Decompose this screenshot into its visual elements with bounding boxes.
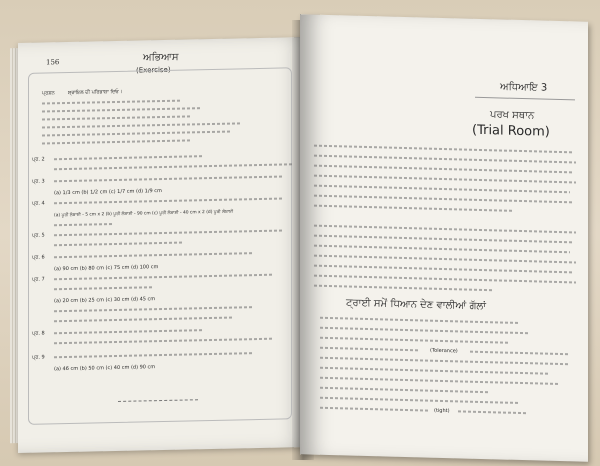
text-line (314, 265, 572, 274)
question-text: ਸ਼੍ਰਾਇਲ ਦੀ ਪਰਿਭਾਸ਼ਾ ਦਿਓ। (68, 88, 123, 96)
exercise-heading: ਅਭਿਆਸ (143, 51, 179, 64)
options: (a) 46 cm (b) 50 cm (c) 40 cm (d) 90 cm (54, 364, 156, 373)
text-line (458, 410, 528, 414)
text-line (314, 225, 576, 234)
text-line (314, 195, 574, 204)
text-line (320, 357, 570, 366)
text-line (320, 347, 420, 352)
q-number: ਪ੍ਰ. 9 (32, 354, 45, 361)
text-line (314, 235, 574, 244)
term: (tight) (434, 407, 450, 415)
text-line (320, 327, 530, 334)
text-line (314, 205, 514, 212)
text-line (314, 245, 570, 254)
text-line (320, 397, 520, 404)
options: (a) 1/3 cm (b) 1/2 cm (c) 1/7 cm (d) 1/9 cm (54, 188, 162, 197)
text-line (320, 337, 510, 344)
text-line (314, 165, 572, 174)
q-number: ਪ੍ਰ. 2 (32, 156, 45, 163)
text-line (314, 145, 574, 154)
section-heading: ਟ੍ਰਾਈ ਸਮੇਂ ਧਿਆਨ ਦੇਣ ਵਾਲੀਆਂ ਗੱਲਾਂ (346, 297, 487, 313)
text-line (314, 175, 576, 184)
text-line (314, 275, 576, 284)
right-page (300, 14, 588, 462)
q-number: ਪ੍ਰ. 3 (32, 178, 45, 185)
chapter-label: ਅਧਿਆਇ 3 (500, 81, 548, 94)
q-number: ਪ੍ਰ. 5 (32, 232, 45, 239)
q-number: ਪ੍ਰ. 8 (32, 330, 45, 337)
text-line (470, 351, 570, 356)
text-line (320, 367, 550, 375)
chapter-rule (475, 97, 575, 101)
term: (Tolerance) (430, 347, 458, 355)
text-line (320, 377, 560, 385)
text-line (320, 387, 490, 393)
left-page (18, 37, 308, 453)
text-line (320, 317, 520, 324)
options: (a) 90 cm (b) 80 cm (c) 75 cm (d) 100 cm (54, 264, 159, 273)
page-number: 156 (46, 58, 60, 67)
text-line (314, 255, 576, 264)
options: (a) ਪੂਰੀ ਲੰਬਾਈ - 5 cm x 2 (b) ਪੂਰੀ ਲੰਬਾਈ - 90 cm (c) ਪੂਰੀ ਲੰਬਾਈ - 40 cm x 2 (d) ਪੂਰੀ ਲੰਬਾਈ (54, 209, 234, 219)
text-line (314, 155, 576, 164)
q-number: ਪ੍ਰ. 7 (32, 276, 45, 283)
q-label: ਪ੍ਰਸ਼ਨ (42, 90, 55, 97)
text-line (314, 285, 494, 292)
q-number: ਪ੍ਰ. 6 (32, 254, 45, 261)
q-number: ਪ੍ਰ. 4 (32, 200, 45, 207)
chapter-title: ਪਰਖ ਸਥਾਨ (490, 109, 535, 122)
chapter-subtitle: (Trial Room) (472, 122, 550, 140)
text-line (314, 185, 570, 194)
options: (a) 20 cm (b) 25 cm (c) 30 cm (d) 45 cm (54, 296, 156, 305)
text-line (320, 407, 430, 412)
exercise-subheading: (Exercise) (136, 65, 171, 75)
